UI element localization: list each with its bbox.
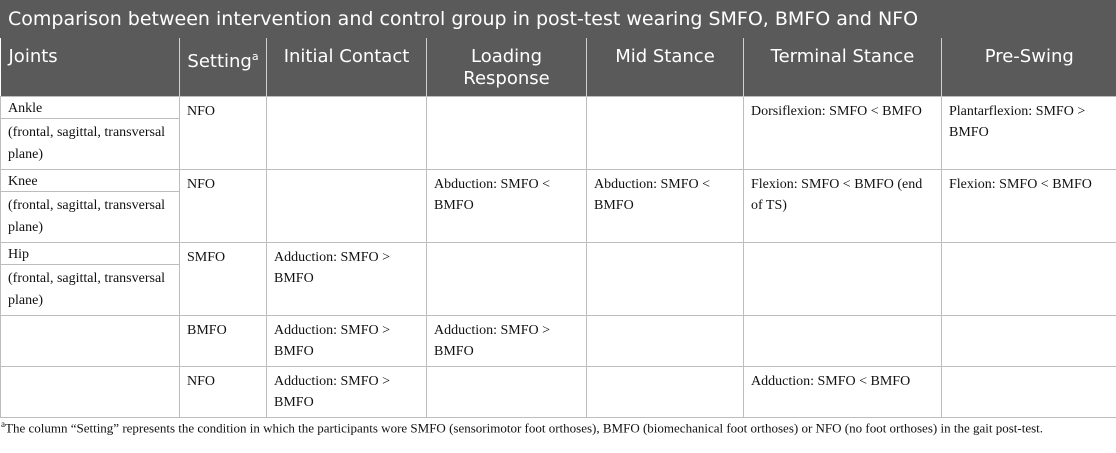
table-row-hip bbox=[1, 242, 1116, 315]
joint-plane: (frontal, sagittal, transversal plane) bbox=[8, 270, 166, 308]
header-terminal-stance: Terminal Stance bbox=[744, 38, 942, 96]
footnote-text: The column “Setting” represents the condition in which the participants wore SMFO (sensorimotor foot orthoses), BMFO (biomechanical foot orthoses) or NFO (no foot orthoses) in the gait post-test. bbox=[5, 420, 1044, 436]
loading-response-cell: Abduction: SMFO < BMFO bbox=[427, 169, 587, 242]
pre-swing-cell: Flexion: SMFO < BMFO bbox=[942, 169, 1116, 242]
pre-swing-cell bbox=[942, 315, 1116, 366]
table-row-hip-bmfo bbox=[1, 315, 1116, 366]
table-title: Comparison between intervention and control group in post-test wearing SMFO, BMFO and NFO bbox=[0, 0, 1116, 38]
joint-cell bbox=[1, 169, 180, 242]
setting-cell: NFO bbox=[180, 169, 267, 242]
initial-contact-cell: Adduction: SMFO > BMFO bbox=[267, 242, 427, 315]
setting-cell: BMFO bbox=[180, 315, 267, 366]
joint-name: Knee bbox=[1, 170, 179, 192]
setting-cell: SMFO bbox=[180, 242, 267, 315]
mid-stance-cell bbox=[587, 366, 744, 417]
joint-plane: (frontal, sagittal, transversal plane) bbox=[8, 197, 166, 235]
loading-response-cell bbox=[427, 242, 587, 315]
joint-name: Ankle bbox=[1, 97, 179, 119]
table-row-hip-nfo bbox=[1, 366, 1116, 417]
initial-contact-cell: Adduction: SMFO > BMFO bbox=[267, 366, 427, 417]
header-loading-response: Loading Response bbox=[427, 38, 587, 96]
terminal-stance-cell bbox=[744, 315, 942, 366]
table-footnote bbox=[0, 414, 1116, 438]
header-pre-swing: Pre-Swing bbox=[942, 38, 1116, 96]
setting-cell: NFO bbox=[180, 96, 267, 169]
setting-cell: NFO bbox=[180, 366, 267, 417]
pre-swing-cell bbox=[942, 366, 1116, 417]
initial-contact-cell bbox=[267, 169, 427, 242]
terminal-stance-cell: Flexion: SMFO < BMFO (end of TS) bbox=[744, 169, 942, 242]
initial-contact-cell: Adduction: SMFO > BMFO bbox=[267, 315, 427, 366]
table-row-ankle bbox=[1, 96, 1116, 169]
joint-cell bbox=[1, 366, 180, 417]
comparison-table bbox=[0, 38, 1116, 418]
joint-plane: (frontal, sagittal, transversal plane) bbox=[8, 124, 166, 162]
table-row-knee bbox=[1, 169, 1116, 242]
header-mid-stance: Mid Stance bbox=[587, 38, 744, 96]
joint-cell bbox=[1, 96, 180, 169]
mid-stance-cell bbox=[587, 242, 744, 315]
terminal-stance-cell: Adduction: SMFO < BMFO bbox=[744, 366, 942, 417]
loading-response-cell bbox=[427, 96, 587, 169]
setting-footnote-marker: a bbox=[251, 50, 259, 63]
initial-contact-cell bbox=[267, 96, 427, 169]
header-initial-contact: Initial Contact bbox=[267, 38, 427, 96]
mid-stance-cell bbox=[587, 315, 744, 366]
mid-stance-cell: Abduction: SMFO < BMFO bbox=[587, 169, 744, 242]
loading-response-cell bbox=[427, 366, 587, 417]
joint-cell bbox=[1, 242, 180, 315]
joint-cell bbox=[1, 315, 180, 366]
header-setting: Setting$^a$ bbox=[180, 38, 267, 96]
joint-name: Hip bbox=[1, 243, 179, 265]
header-joints: Joints bbox=[1, 38, 180, 96]
terminal-stance-cell: Dorsiflexion: SMFO < BMFO bbox=[744, 96, 942, 169]
loading-response-cell: Adduction: SMFO > BMFO bbox=[427, 315, 587, 366]
terminal-stance-cell bbox=[744, 242, 942, 315]
header-row bbox=[1, 38, 1116, 96]
mid-stance-cell bbox=[587, 96, 744, 169]
pre-swing-cell: Plantarflexion: SMFO > BMFO bbox=[942, 96, 1116, 169]
pre-swing-cell bbox=[942, 242, 1116, 315]
footnote-marker: a bbox=[1, 419, 5, 429]
